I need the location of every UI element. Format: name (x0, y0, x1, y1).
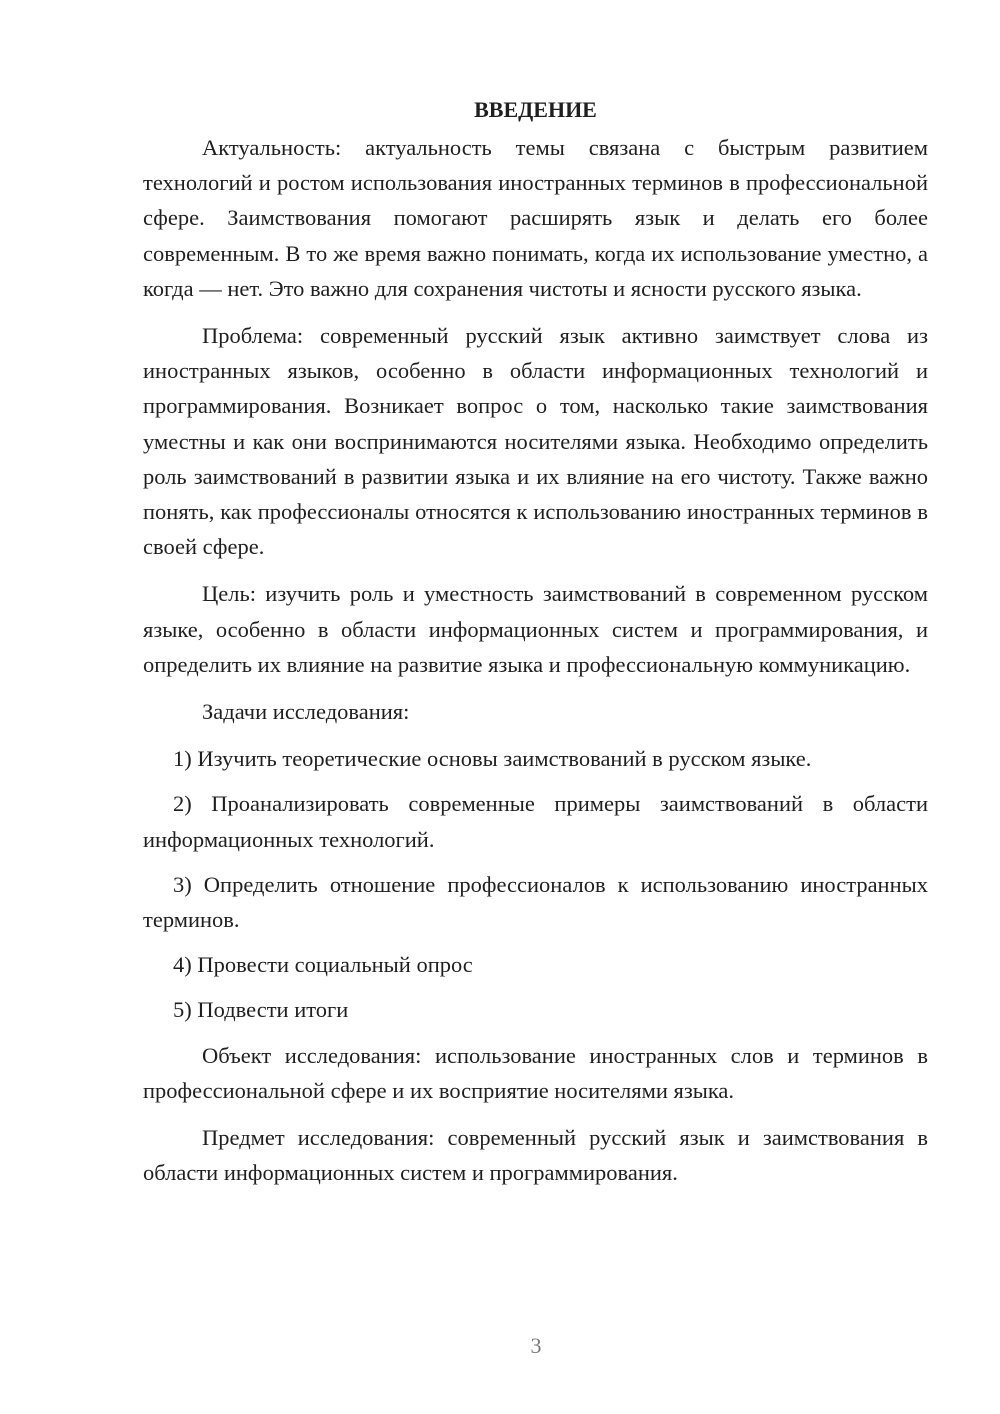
paragraph-subject: Предмет исследования: современный русский язык и заимствования в области информационных систем и программирования. (143, 1125, 928, 1186)
tasks-title: Задачи исследования: (202, 699, 410, 725)
paragraph-object: Объект исследования: использование иностранных слов и терминов в профессиональной сфере и их восприятие носителями языка. (143, 1042, 928, 1103)
page-number: 3 (530, 1333, 542, 1358)
task-item: 1) Изучить теоретические основы заимствований в русском языке. (173, 746, 812, 772)
task-item: 3) Определить отношение профессионалов к использованию иностранных терминов. (143, 871, 928, 933)
paragraph-relevance: Актуальность: актуальность темы связана с быстрым развитием технологий и ростом использования иностранных терминов в профессиональной сфере. Заимствования помогают расширять язык и делать его более современным. В то же время важно понимать, когда их использование уместно, а когда — нет. Это важно для сохранения чистоты и ясности русского языка. (143, 135, 928, 301)
task-item: 2) Проанализировать современные примеры заимствований в области информационных технологий. (143, 791, 928, 852)
page-content (143, 92, 928, 1202)
task-item: 4) Провести социальный опрос (173, 952, 473, 978)
tasks-list (143, 741, 928, 1027)
paragraph-problem: Проблема: современный русский язык активно заимствует слова из иностранных языков, особенно в области информационных технологий и программирования. Возникает вопрос о том, насколько такие заимствования уместны и как они воспринимаются носителями языка. Необходимо определить роль заимствований в развитии языка и их влияние на его чистоту. Также важно понять, как профессионалы относятся к использованию иностранных терминов в своей сфере. (143, 323, 928, 560)
task-item: 5) Подвести итоги (173, 997, 349, 1023)
page-heading: ВВЕДЕНИЕ (474, 97, 597, 122)
paragraph-goal: Цель: изучить роль и уместность заимствований в современном русском языке, особенно в области информационных систем и программирования, и определить их влияние на развитие языка и профессиональную коммуникацию. (143, 581, 928, 677)
